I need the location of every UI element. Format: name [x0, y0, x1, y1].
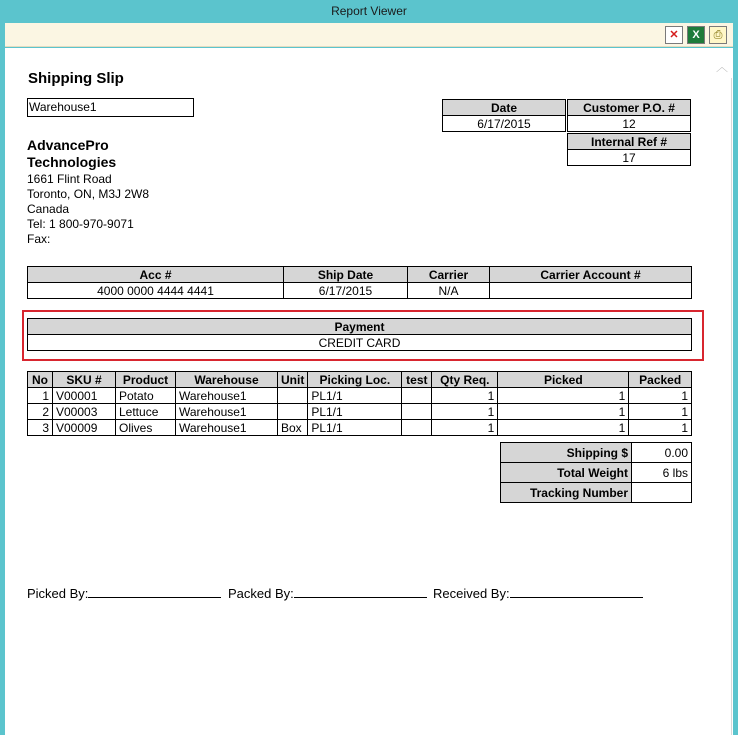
- cell-no: 2: [28, 404, 53, 420]
- date-value: 6/17/2015: [443, 116, 566, 132]
- picked-by-line: [27, 585, 221, 601]
- cell-sku: V00009: [53, 420, 116, 436]
- picked-by-blank: [88, 585, 221, 598]
- cell-warehouse: Warehouse1: [176, 420, 278, 436]
- picked-by-label: Picked By:: [27, 586, 89, 601]
- carrier-value: N/A: [408, 283, 490, 299]
- company-address: [27, 172, 149, 247]
- tracking-number-label: Tracking Number: [501, 483, 632, 503]
- col-product: Product: [116, 372, 176, 388]
- cell-test: [402, 388, 432, 404]
- address-line-1: 1661 Flint Road: [27, 172, 112, 186]
- print-icon[interactable]: ⎙: [709, 26, 727, 44]
- acc-value: 4000 0000 4444 4441: [28, 283, 284, 299]
- carrier-account-value: [490, 283, 692, 299]
- cell-picking-loc: PL1/1: [308, 388, 402, 404]
- ref-table: [567, 133, 691, 166]
- cell-unit: [278, 388, 308, 404]
- col-picked: Picked: [498, 372, 629, 388]
- cell-test: [402, 404, 432, 420]
- payment-header: Payment: [28, 319, 692, 335]
- col-qty-req: Qty Req.: [432, 372, 498, 388]
- packed-by-line: [228, 585, 427, 601]
- cell-product: Olives: [116, 420, 176, 436]
- items-table: [27, 371, 692, 436]
- po-table: [567, 99, 691, 132]
- col-unit: Unit: [278, 372, 308, 388]
- total-weight-label: Total Weight: [501, 463, 632, 483]
- cell-packed: 1: [629, 404, 692, 420]
- received-by-label: Received By:: [433, 586, 510, 601]
- received-by-line: [433, 585, 643, 601]
- address-line-2: Toronto, ON, M3J 2W8: [27, 187, 150, 201]
- ship-date-header: Ship Date: [284, 267, 408, 283]
- acc-header: Acc #: [28, 267, 284, 283]
- col-picking-loc: Picking Loc.: [308, 372, 402, 388]
- ship-date-value: 6/17/2015: [284, 283, 408, 299]
- cell-warehouse: Warehouse1: [176, 404, 278, 420]
- cell-no: 3: [28, 420, 53, 436]
- shipping-cost-label: Shipping $: [501, 443, 632, 463]
- table-row: [28, 420, 692, 436]
- col-test: test: [402, 372, 432, 388]
- carrier-header: Carrier: [408, 267, 490, 283]
- cell-picking-loc: PL1/1: [308, 404, 402, 420]
- po-header: Customer P.O. #: [568, 100, 691, 116]
- scroll-track: [731, 78, 732, 735]
- window-title: Report Viewer: [331, 4, 407, 18]
- report-title: Shipping Slip: [28, 70, 124, 87]
- cell-picked: 1: [498, 420, 629, 436]
- shipping-cost-value: 0.00: [632, 443, 692, 463]
- total-weight-value: 6 lbs: [632, 463, 692, 483]
- cell-qty-req: 1: [432, 404, 498, 420]
- cell-warehouse: Warehouse1: [176, 388, 278, 404]
- cell-picked: 1: [498, 404, 629, 420]
- totals-table: [500, 442, 692, 503]
- ref-value: 17: [568, 150, 691, 166]
- payment-table: [27, 318, 692, 351]
- cell-unit: Box: [278, 420, 308, 436]
- cell-packed: 1: [629, 420, 692, 436]
- cell-qty-req: 1: [432, 420, 498, 436]
- cell-sku: V00003: [53, 404, 116, 420]
- table-row: [28, 388, 692, 404]
- col-packed: Packed: [629, 372, 692, 388]
- excel-export-icon[interactable]: X: [687, 26, 705, 44]
- carrier-account-header: Carrier Account #: [490, 267, 692, 283]
- po-value: 12: [568, 116, 691, 132]
- toolbar: [5, 23, 733, 47]
- table-row: [28, 404, 692, 420]
- address-fax: Fax:: [27, 232, 51, 246]
- cell-picking-loc: PL1/1: [308, 420, 402, 436]
- col-warehouse: Warehouse: [176, 372, 278, 388]
- payment-value: CREDIT CARD: [28, 335, 692, 351]
- report-page: [5, 48, 711, 735]
- col-sku: SKU #: [53, 372, 116, 388]
- address-tel: Tel: 1 800-970-9071: [27, 217, 134, 231]
- cell-test: [402, 420, 432, 436]
- ref-header: Internal Ref #: [568, 134, 691, 150]
- received-by-blank: [510, 585, 643, 598]
- cell-unit: [278, 404, 308, 420]
- cell-product: Lettuce: [116, 404, 176, 420]
- packed-by-label: Packed By:: [228, 586, 294, 601]
- packed-by-blank: [294, 585, 427, 598]
- col-no: No: [28, 372, 53, 388]
- close-icon[interactable]: ✕: [665, 26, 683, 44]
- company-name: AdvancePro Technologies: [27, 137, 117, 170]
- address-country: Canada: [27, 202, 70, 216]
- scroll-up-icon[interactable]: ︿: [715, 60, 728, 74]
- date-table: [442, 99, 566, 132]
- warehouse-field: Warehouse1: [27, 98, 194, 117]
- cell-packed: 1: [629, 388, 692, 404]
- vertical-scrollbar[interactable]: [711, 48, 733, 735]
- date-header: Date: [443, 100, 566, 116]
- cell-no: 1: [28, 388, 53, 404]
- cell-sku: V00001: [53, 388, 116, 404]
- cell-product: Potato: [116, 388, 176, 404]
- cell-qty-req: 1: [432, 388, 498, 404]
- cell-picked: 1: [498, 388, 629, 404]
- shipping-table: [27, 266, 692, 299]
- tracking-number-value: [632, 483, 692, 503]
